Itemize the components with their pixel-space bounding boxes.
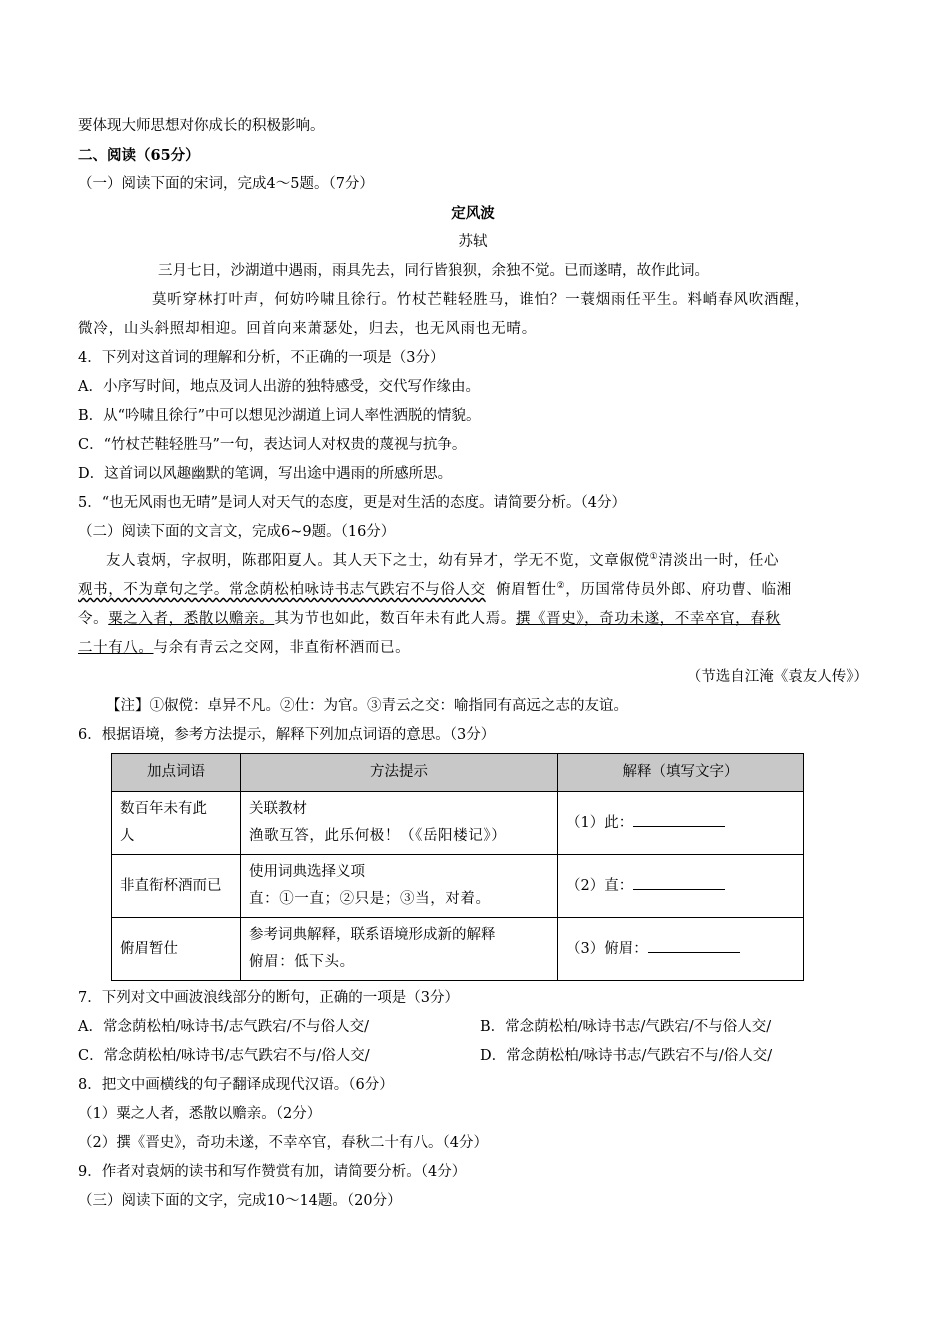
q4-option-c: C．“竹杖芒鞋轻胜马”一句，表达词人对权贵的蔑视与抗争。 [78, 437, 467, 453]
table-cell-answer: （3）俯眉： [558, 918, 804, 981]
q7-options-row-2 [78, 1042, 868, 1071]
q7-option-a: A．常念荫松柏/咏诗书/志气跌宕/不与俗人交/ [78, 1019, 370, 1035]
question-5: 5．“也无风雨也无晴”是词人对天气的态度，更是对生活的态度。请简要分析。（4分） [78, 495, 627, 511]
q7-options-row-1 [78, 1013, 868, 1042]
part3-heading: （三）阅读下面的文字，完成10～14题。（20分） [78, 1193, 402, 1209]
poem-title: 定风波 [451, 205, 495, 222]
table-cell-answer: （1）此： [558, 792, 804, 855]
q8-part-1: （1）粟之人者，悉散以赡亲。（2分） [78, 1106, 322, 1122]
question-7: 7．下列对文中画波浪线部分的断句，正确的一项是（3分） [78, 990, 459, 1006]
table-cell-word: 俯眉暂仕 [112, 918, 241, 981]
table-row [112, 792, 804, 855]
passage-line-4: 二十有八。与余有青云之交网，非直衔杯酒而已。 [78, 640, 411, 656]
table-cell-hint: 关联教材 渔歌互答，此乐何极！（《岳阳楼记》） [241, 792, 558, 855]
table-header: 加点词语 [112, 754, 241, 792]
table-cell-word: 数百年未有此 人 [112, 792, 241, 855]
table-cell-hint: 参考词典解释，联系语境形成新的解释 俯眉：低下头。 [241, 918, 558, 981]
poem-preface: 三月七日，沙湖道中遇雨，雨具先去，同行皆狼狈，余独不觉。已而遂晴，故作此词。 [158, 263, 709, 279]
question-4: 4．下列对这首词的理解和分析，不正确的一项是（3分） [78, 350, 445, 366]
q4-option-d: D．这首词以风趣幽默的笔调，写出途中遇雨的所感所思。 [78, 466, 453, 482]
passage-line-1: 友人袁炳，字叔明，陈郡阳夏人。其人天下之士，幼有异才，学无不览，文章俶傥①清淡出一时，任心 [106, 552, 780, 569]
annotation-note: 【注】①俶傥：卓异不凡。②仕：为官。③青云之交：喻指同有高远之志的友谊。 [106, 698, 628, 714]
poem-line-1: 莫听穿林打叶声，何妨吟啸且徐行。竹杖芒鞋轻胜马，谁怕？一蓑烟雨任平生。料峭春风吹酒醒， [152, 292, 810, 308]
table-cell-hint: 使用词典选择义项 直：①一直；②只是；③当，对着。 [241, 855, 558, 918]
vocab-table [111, 753, 804, 981]
table-row [112, 855, 804, 918]
poem-author: 苏轼 [458, 234, 488, 250]
answer-blank[interactable] [633, 873, 725, 890]
question-6: 6．根据语境，参考方法提示，解释下列加点词语的意思。（3分） [78, 727, 496, 743]
table-cell-word: 非直衔杯酒而已 [112, 855, 241, 918]
question-9: 9．作者对袁炳的读书和写作赞赏有加，请简要分析。（4分） [78, 1164, 467, 1180]
q7-option-b: B．常念荫松柏/咏诗书志/气跌宕/不与俗人交/ [480, 1019, 772, 1035]
section-heading: 二、阅读（65分） [78, 147, 200, 164]
q7-option-d: D．常念荫松柏/咏诗书志/气跌宕不与/俗人交/ [480, 1048, 773, 1064]
table-row [112, 918, 804, 981]
intro-line: 要体现大师思想对你成长的积极影响。 [78, 118, 325, 134]
q7-option-c: C．常念荫松柏/咏诗书/志气跌宕不与/俗人交/ [78, 1048, 370, 1064]
passage-line-2: 观书，不为章句之学。常念荫松柏咏诗书志气跌宕不与俗人交 俯眉暂仕②，历国常侍员外郎、府功曹、临湘 [78, 581, 792, 598]
table-header: 方法提示 [241, 754, 558, 792]
answer-blank[interactable] [648, 936, 740, 953]
exam-page [78, 112, 868, 1216]
answer-blank[interactable] [633, 810, 725, 827]
part1-heading: （一）阅读下面的宋词，完成4～5题。（7分） [78, 176, 374, 192]
q4-option-b: B．从“吟啸且徐行”中可以想见沙湖道上词人率性洒脱的情貌。 [78, 408, 481, 424]
table-cell-answer: （2）直： [558, 855, 804, 918]
table-header: 解释（填写文字） [558, 754, 804, 792]
table-header-row [112, 754, 804, 792]
passage-source: （节选自江淹《袁友人传》） [686, 669, 868, 685]
question-8: 8．把文中画横线的句子翻译成现代汉语。（6分） [78, 1077, 394, 1093]
q8-part-2: （2）撰《晋史》，奇功未遂，不幸卒官，春秋二十有八。（4分） [78, 1135, 488, 1151]
part2-heading: （二）阅读下面的文言文，完成6~9题。（16分） [78, 524, 396, 540]
q4-option-a: A．小序写时间，地点及词人出游的独特感受，交代写作缘由。 [78, 379, 480, 395]
poem-line-2: 微冷，山头斜照却相迎。回首向来萧瑟处，归去，也无风雨也无晴。 [78, 321, 537, 337]
passage-line-3: 令。粟之入者，悉散以赡亲。其为节也如此，数百年未有此人焉。撰《晋史》，奇功未遂，不幸卒官，春秋 [78, 611, 781, 627]
